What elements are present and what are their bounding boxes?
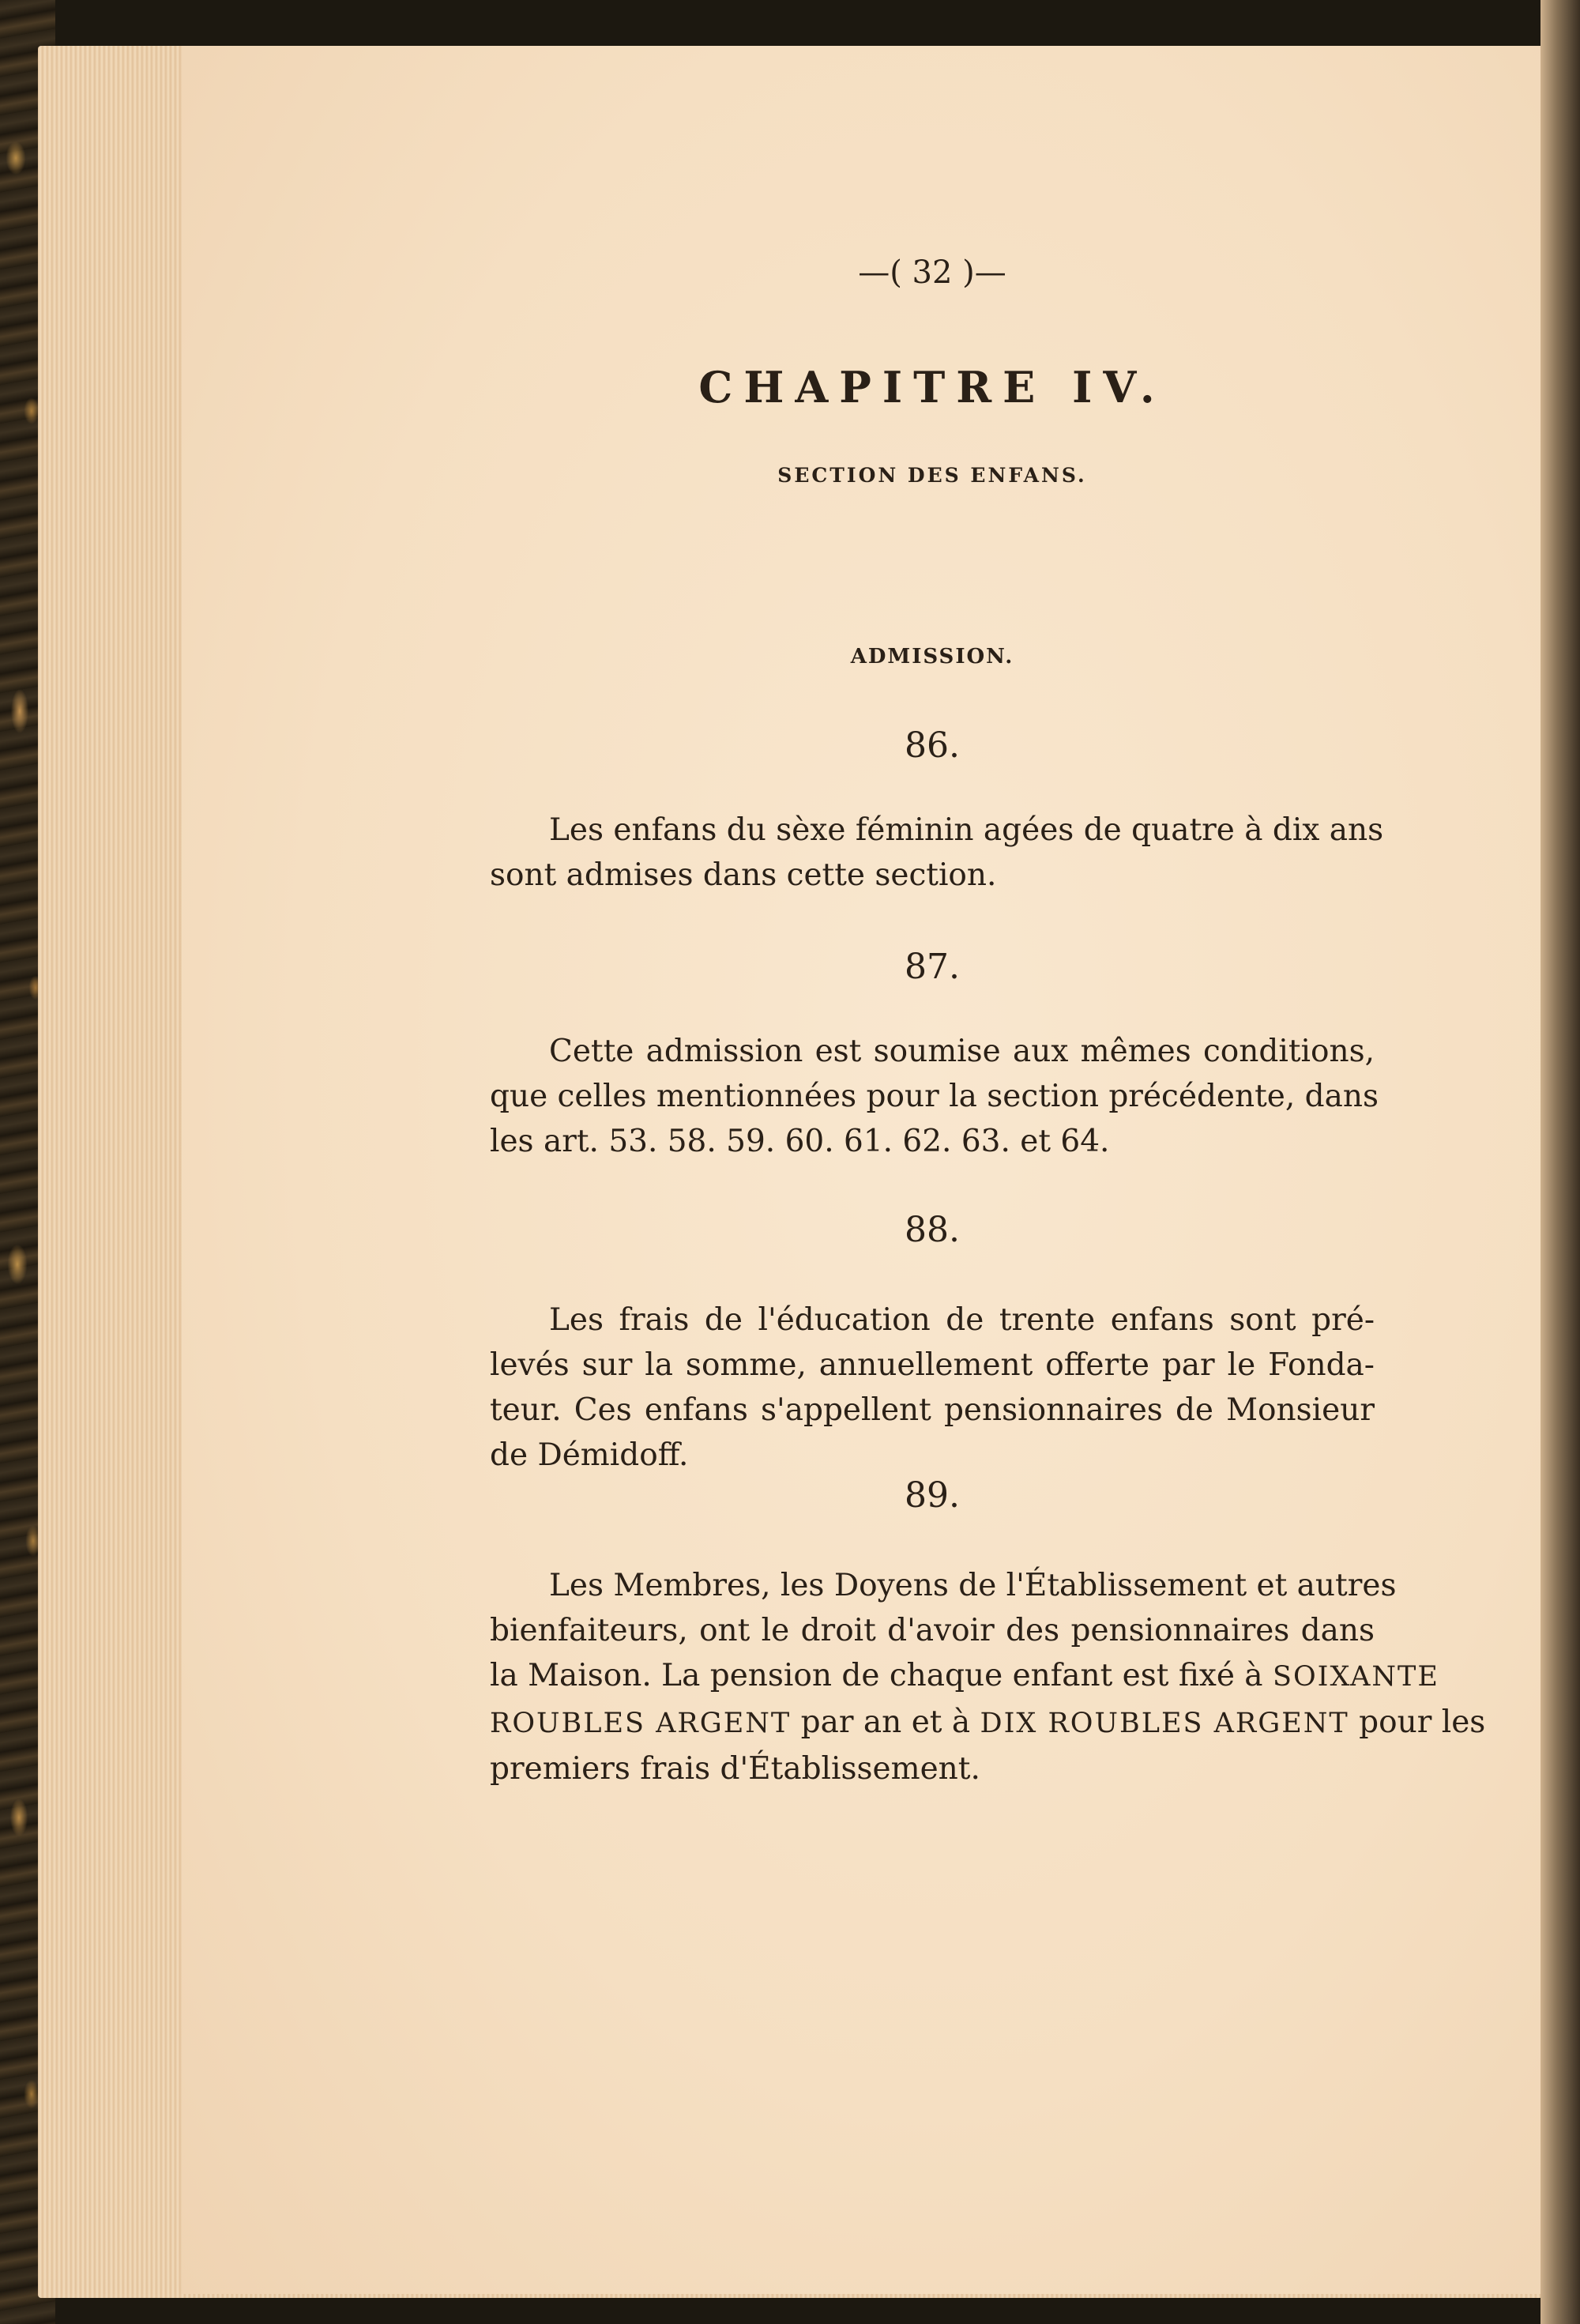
page-right-shadow bbox=[1540, 0, 1580, 2324]
article-line bbox=[490, 1653, 1439, 1700]
article-86-text bbox=[490, 808, 1384, 898]
article-line: teur. Ces enfans s'appellent pensionnaires de Monsieur bbox=[490, 1392, 1375, 1428]
article-87-text bbox=[490, 1029, 1379, 1164]
article-89-text bbox=[490, 1563, 1486, 1791]
article-line: Les enfans du sèxe féminin agées de quatre à dix ans bbox=[549, 812, 1384, 848]
subsection-title: ADMISSION. bbox=[850, 645, 1014, 669]
section-title: SECTION DES ENFANS. bbox=[777, 464, 1087, 487]
article-line bbox=[490, 1700, 1486, 1746]
article-line: que celles mentionnées pour la section précédente, dans bbox=[490, 1079, 1379, 1114]
article-line: bienfaiteurs, ont le droit d'avoir des pensionnaires dans bbox=[490, 1613, 1375, 1648]
article-number-86: 86. bbox=[905, 725, 960, 766]
article-line: de Démidoff. bbox=[490, 1437, 689, 1473]
page-number: —( 32 )— bbox=[858, 254, 1006, 291]
article-line: levés sur la somme, annuellement offerte par le Fonda- bbox=[490, 1347, 1375, 1383]
price-amount: SOIXANTE bbox=[1272, 1661, 1439, 1693]
article-88-text bbox=[490, 1298, 1375, 1478]
article-number-87: 87. bbox=[905, 947, 960, 987]
article-line: Les Membres, les Doyens de l'Établissement et autres bbox=[549, 1568, 1397, 1603]
article-number-88: 88. bbox=[905, 1210, 960, 1250]
price-amount: DIX ROUBLES ARGENT bbox=[980, 1708, 1349, 1739]
article-line: premiers frais d'Établissement. bbox=[490, 1751, 980, 1787]
article-line: Les frais de l'éducation de trente enfans sont pré- bbox=[549, 1302, 1375, 1338]
article-line: les art. 53. 58. 59. 60. 61. 62. 63. et 64. bbox=[490, 1124, 1110, 1159]
article-line-segment: pour les bbox=[1359, 1704, 1486, 1740]
article-line-segment: par an et à bbox=[800, 1704, 971, 1740]
article-number-89: 89. bbox=[905, 1475, 960, 1516]
article-line: Cette admission est soumise aux mêmes conditions, bbox=[549, 1034, 1375, 1069]
chapter-title: CHAPITRE IV. bbox=[698, 362, 1166, 412]
price-amount: ROUBLES ARGENT bbox=[490, 1708, 792, 1739]
article-line: sont admises dans cette section. bbox=[490, 857, 997, 893]
article-line-segment: la Maison. La pension de chaque enfant est fixé à bbox=[490, 1658, 1263, 1693]
